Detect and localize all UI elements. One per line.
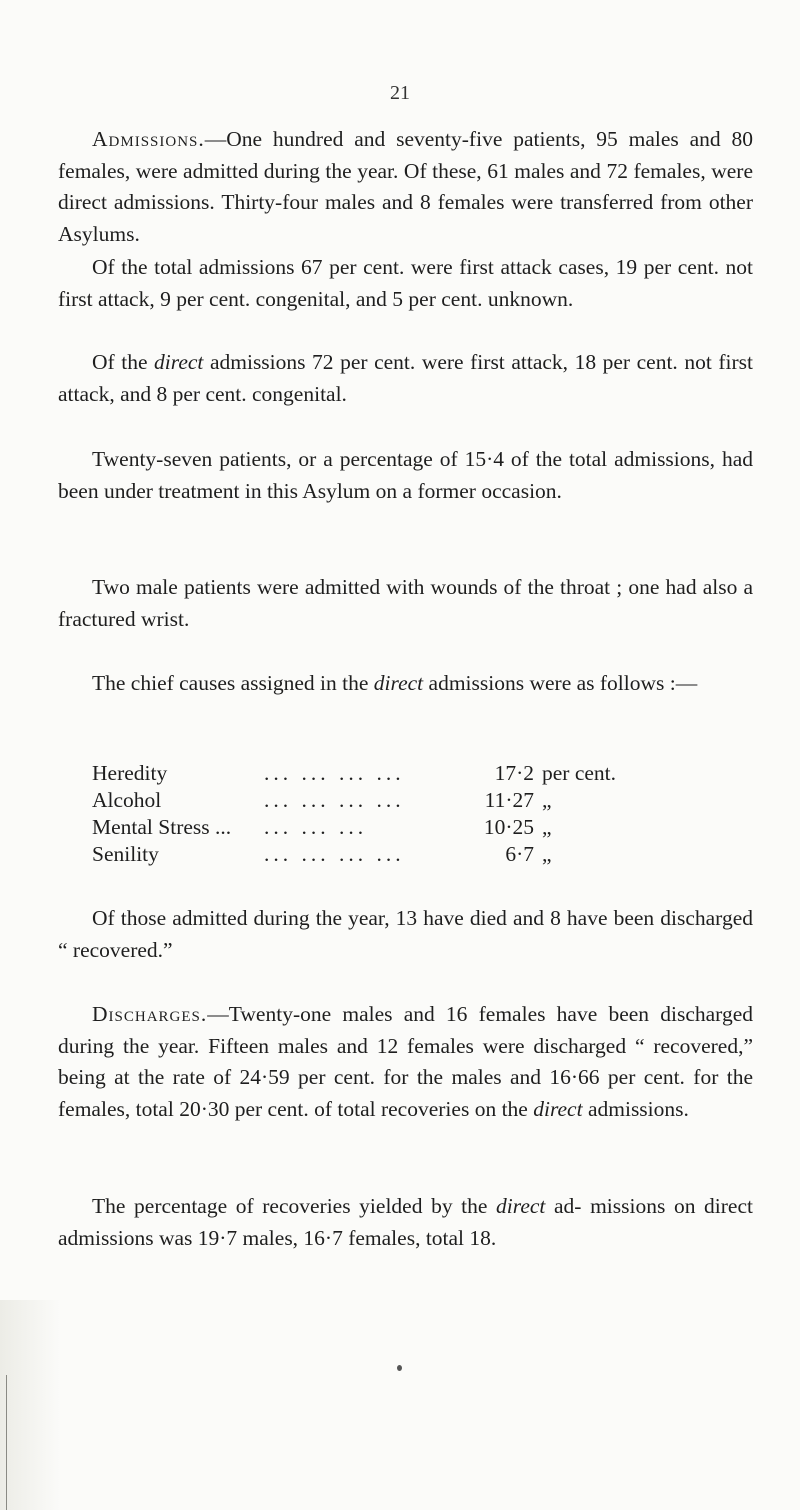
cause-value: 17·2 — [494, 761, 534, 785]
recoveries-after: ad- missions on direct admissions was 19·7 males, 16·7 females, total 18. — [58, 1194, 753, 1250]
causes-intro-after: admissions were as follows :— — [423, 671, 698, 695]
cause-dots: ... ... ... ... — [264, 788, 405, 812]
cause-row — [92, 841, 752, 868]
cause-label: Senility — [92, 842, 159, 866]
causes-intro-before: The chief causes assigned in the — [92, 671, 374, 695]
page-edge-shadow — [0, 1300, 60, 1510]
cause-unit: „ — [542, 815, 552, 839]
cause-row — [92, 814, 752, 841]
cause-label: Mental Stress ... — [92, 815, 232, 839]
admissions-heading: Admissions. — [92, 127, 205, 151]
direct-admissions-italic: direct — [154, 350, 204, 374]
direct-admissions-after: admissions 72 per cent. were first attack, 18 per cent. not first attack, and 8 per cent. congenital. — [58, 350, 753, 406]
direct-admissions-paragraph — [58, 347, 753, 410]
outcome-paragraph: Of those admitted during the year, 13 have died and 8 have been discharged “ recovered.” — [58, 906, 753, 962]
causes-table — [92, 760, 752, 868]
recoveries-paragraph — [58, 1191, 753, 1254]
readmissions-paragraph: Twenty-seven patients, or a percentage of 15·4 of the total admissions, had been under treatment in this Asylum on a former occasion. — [58, 447, 753, 503]
cause-unit: „ — [542, 788, 552, 812]
cause-label: Heredity — [92, 761, 168, 785]
cause-row — [92, 760, 752, 787]
discharges-italic: direct — [533, 1096, 583, 1121]
page-number: 21 — [390, 82, 410, 104]
cause-unit: „ — [542, 842, 552, 866]
causes-intro-paragraph — [58, 668, 753, 700]
cause-value: 11·27 — [484, 788, 534, 812]
cause-row — [92, 787, 752, 814]
admissions-paragraph — [58, 124, 753, 250]
cause-value: 6·7 — [505, 842, 534, 866]
admissions-text: —One hundred and seventy-five patients, 95 males and 80 females, were admitted during the year. Of these, 61 males and 72 females, were direct admissions. Thirty-four males and 8 females were transferred from other Asylums. — [58, 127, 753, 246]
causes-intro-italic: direct — [373, 671, 424, 695]
ink-speck — [397, 1365, 402, 1371]
cause-dots: ... ... ... ... — [264, 842, 405, 866]
page-edge-line — [6, 1375, 7, 1510]
wounds-paragraph: Two male patients were admitted with wounds of the throat ; one had also a fractured wrist. — [58, 575, 753, 631]
cause-label: Alcohol — [92, 788, 162, 812]
total-admissions-paragraph: Of the total admissions 67 per cent. were first attack cases, 19 per cent. not first attack, 9 per cent. congenital, and 5 per cent. unknown. — [58, 255, 753, 311]
direct-admissions-before: Of the — [92, 350, 155, 374]
cause-dots: ... ... ... ... — [264, 761, 405, 785]
recoveries-before: The percentage of recoveries yielded by the — [92, 1194, 497, 1218]
cause-unit: per cent. — [542, 761, 617, 785]
cause-value: 10·25 — [483, 815, 534, 839]
cause-dots: ... ... ... — [264, 815, 368, 839]
discharges-heading: Discharges. — [92, 1002, 208, 1026]
discharges-text: —Twenty-one males and 16 females have been discharged during the year. Fifteen males and 12 females were discharged “ recovered,” being at the rate of 24·59 per cent. for the males and 16·66 per cent. for the females, total 20·30 per cent. of total recoveries on the — [58, 1002, 753, 1121]
recoveries-italic: direct — [496, 1194, 546, 1218]
discharges-after: admissions. — [582, 1096, 689, 1121]
discharges-paragraph — [58, 999, 753, 1125]
